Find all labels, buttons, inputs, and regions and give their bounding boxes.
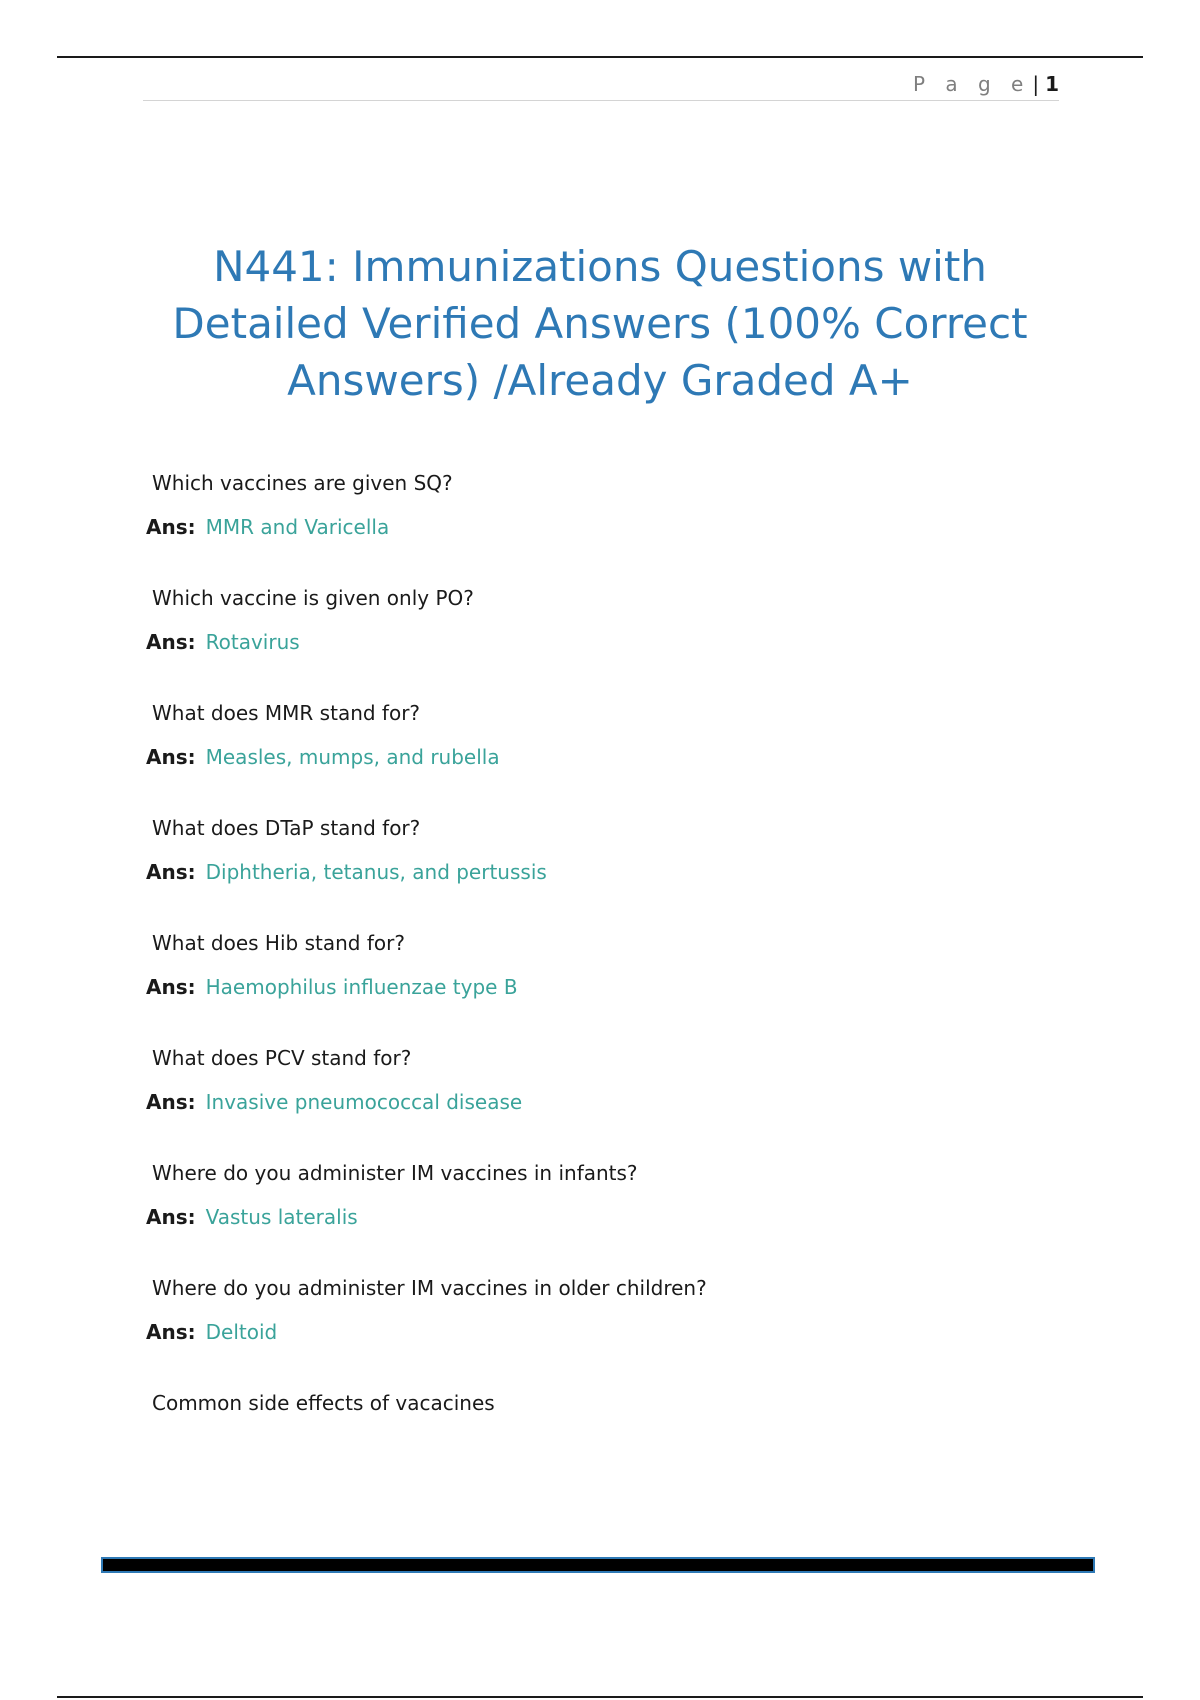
answer-text: Deltoid [205, 1320, 278, 1344]
answer [146, 742, 1046, 772]
document-title: N441: Immunizations Questions with Detailed Verified Answers (100% Correct Answers) /Already Graded A+ [172, 242, 1028, 405]
answer [146, 627, 1046, 657]
top-rule [57, 56, 1143, 58]
page-word: P a g e [912, 72, 1031, 96]
question: Common side effects of vacacines [152, 1391, 495, 1415]
qa-item [146, 928, 1046, 1043]
page-header [143, 70, 1059, 101]
answer [146, 512, 1046, 542]
answer-text: Diphtheria, tetanus, and pertussis [205, 860, 547, 884]
answer-text: Measles, mumps, and rubella [205, 745, 500, 769]
answer [146, 1202, 1046, 1232]
answer [146, 1087, 1046, 1117]
answer [146, 972, 1046, 1002]
answer-text: MMR and Varicella [205, 515, 390, 539]
qa-item [146, 1273, 1046, 1388]
page-separator: | [1032, 72, 1040, 96]
question: What does PCV stand for? [152, 1046, 412, 1070]
ans-label: Ans: [146, 1205, 196, 1229]
ans-label: Ans: [146, 745, 196, 769]
qa-item [146, 698, 1046, 813]
bottom-rule [57, 1696, 1143, 1698]
question: Where do you administer IM vaccines in older children? [152, 1276, 707, 1300]
ans-label: Ans: [146, 975, 196, 999]
ans-label: Ans: [146, 1090, 196, 1114]
page-number: 1 [1045, 72, 1059, 96]
qa-item [146, 1158, 1046, 1273]
answer-text: Rotavirus [205, 630, 300, 654]
question: Which vaccines are given SQ? [152, 471, 453, 495]
answer-text: Haemophilus influenzae type B [205, 975, 518, 999]
answer [146, 1317, 1046, 1347]
ans-label: Ans: [146, 860, 196, 884]
answer [146, 857, 1046, 887]
answer-text: Vastus lateralis [205, 1205, 358, 1229]
ans-label: Ans: [146, 630, 196, 654]
qa-item [146, 1388, 1046, 1503]
ans-label: Ans: [146, 1320, 196, 1344]
answer-text: Invasive pneumococcal disease [205, 1090, 523, 1114]
page-number-label [913, 72, 1059, 96]
ans-label: Ans: [146, 515, 196, 539]
qa-item [146, 813, 1046, 928]
question: What does DTaP stand for? [152, 816, 421, 840]
question: Which vaccine is given only PO? [152, 586, 474, 610]
qa-item [146, 583, 1046, 698]
qa-item [146, 468, 1046, 583]
question: What does Hib stand for? [152, 931, 405, 955]
qa-list [146, 468, 1046, 1503]
question: What does MMR stand for? [152, 701, 421, 725]
question: Where do you administer IM vaccines in infants? [152, 1161, 638, 1185]
footer-bar [101, 1557, 1095, 1573]
qa-item [146, 1043, 1046, 1158]
